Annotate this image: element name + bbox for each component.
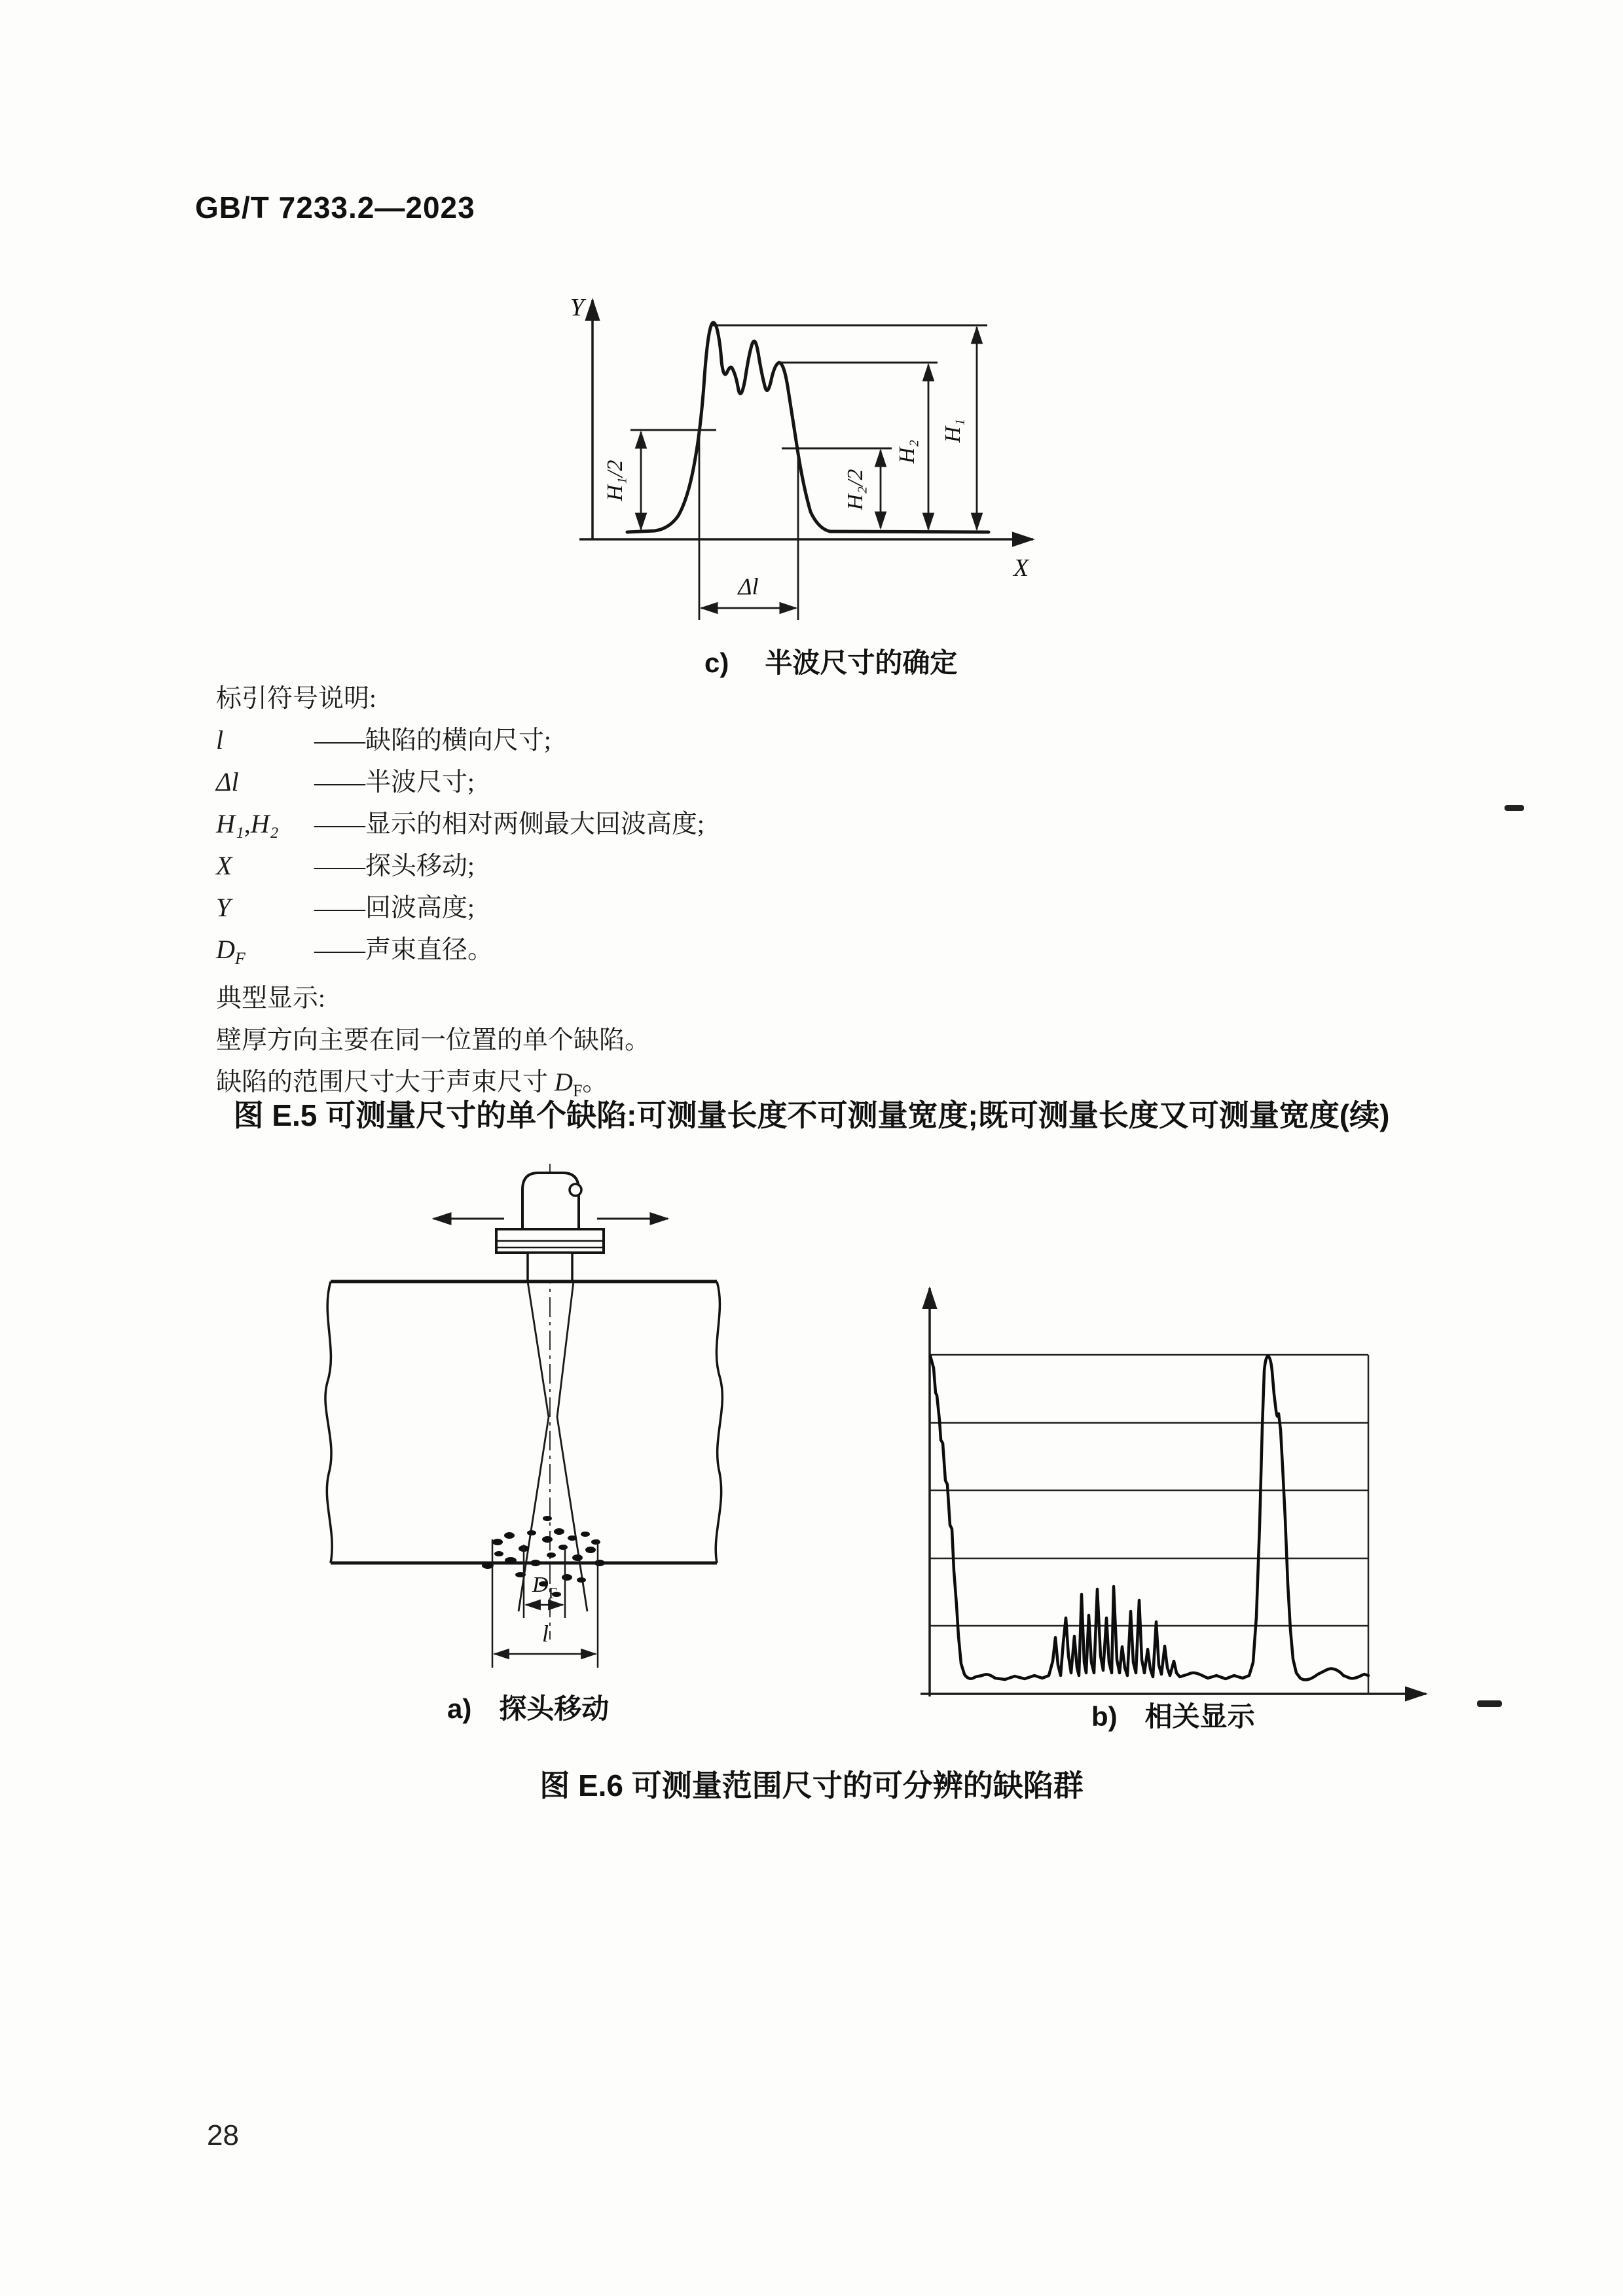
h1-label: H₁ — [941, 418, 965, 443]
margin-dash-mark — [1504, 805, 1524, 811]
legend-title: 标引符号说明: — [216, 685, 376, 713]
legend-symbol: H₁,H₂ — [216, 809, 279, 838]
figure-a-caption-text: 探头移动 — [499, 1693, 610, 1724]
h1-half-label: H₁/2 — [603, 459, 627, 501]
legend-item-delta-l — [216, 762, 475, 798]
height-dimension-arrows — [641, 327, 977, 529]
legend-desc: ——声束直径。 — [314, 936, 494, 964]
figure-c-caption — [704, 641, 957, 681]
probe-shoe — [528, 1253, 572, 1282]
figure-b-caption-prefix: b) — [1091, 1701, 1118, 1732]
legend-desc: ——缺陷的横向尺寸; — [314, 726, 551, 755]
h2-half-label: H₂/2 — [843, 469, 867, 511]
level-reference-lines — [630, 325, 987, 448]
legend-item-h1h2 — [216, 804, 704, 840]
probe — [496, 1173, 604, 1282]
figure-e5-caption: 图 E.5 可测量尺寸的单个缺陷:可测量长度不可测量宽度;既可测量长度又可测量宽度(续) — [233, 1098, 1390, 1132]
l-dimension-label: l — [541, 1621, 549, 1647]
legend-desc: ——回波高度; — [314, 894, 475, 922]
df-symbol-base: D — [216, 935, 235, 964]
y-axis-label: Y — [570, 294, 584, 321]
halfwave-plot-figure — [556, 278, 1061, 628]
figure-a-caption-prefix: a) — [447, 1693, 472, 1724]
figure-b-caption — [1091, 1695, 1255, 1734]
delta-l-label: Δl — [738, 573, 759, 600]
line2-text: 缺陷的范围尺寸大于声束尺寸 — [216, 1068, 555, 1096]
legend-symbol: l — [216, 725, 224, 755]
x-axis-label: X — [1013, 554, 1029, 582]
probe-connector-icon — [570, 1184, 581, 1196]
legend-desc: ——显示的相对两侧最大回波高度; — [314, 810, 704, 838]
margin-dash-mark — [1477, 1700, 1502, 1707]
probe-movement-figure — [298, 1155, 756, 1718]
figure-c-caption-prefix: c) — [704, 647, 729, 678]
legend-symbol: Y — [216, 893, 231, 922]
line2-df-sub: F — [572, 1081, 583, 1100]
legend-item-x — [216, 846, 475, 882]
df-dimension-label: $D_F$ — [532, 1573, 557, 1602]
legend-item-y — [216, 888, 475, 924]
delta-l-dimension — [699, 429, 798, 620]
line2-df-base: D — [554, 1068, 573, 1096]
legend-symbol: Δl — [216, 767, 239, 797]
ascan-trace — [930, 1356, 1368, 1679]
display-axes — [921, 1288, 1426, 1696]
figure-a-caption — [447, 1687, 609, 1727]
typical-display-title: 典型显示: — [216, 984, 325, 1013]
material-block — [325, 1282, 722, 1563]
legend-desc: ——半波尺寸; — [314, 768, 475, 797]
probe-body — [522, 1173, 579, 1229]
figure-b-caption-text: 相关显示 — [1144, 1701, 1255, 1732]
df-symbol-sub: F — [234, 949, 246, 968]
legend-item-df — [216, 929, 493, 969]
legend-symbol: X — [216, 851, 232, 880]
line2-end: 。 — [582, 1068, 608, 1096]
figure-c-caption-text: 半波尺寸的确定 — [765, 647, 958, 678]
standard-number-header: GB/T 7233.2—2023 — [195, 190, 475, 224]
legend-desc: ——探头移动; — [314, 852, 475, 880]
legend-symbol — [216, 934, 314, 969]
figure-e6-caption: 图 E.6 可测量范围尺寸的可分辨的缺陷群 — [539, 1768, 1084, 1803]
legend-item-l — [216, 720, 551, 757]
ascan-display-figure — [913, 1273, 1444, 1712]
typical-display-line1: 壁厚方向主要在同一位置的单个缺陷。 — [216, 1026, 651, 1054]
h2-label: H₂ — [895, 439, 919, 464]
page-number: 28 — [207, 2119, 239, 2151]
echo-envelope-curve — [627, 323, 989, 532]
screen-grid — [930, 1355, 1368, 1694]
